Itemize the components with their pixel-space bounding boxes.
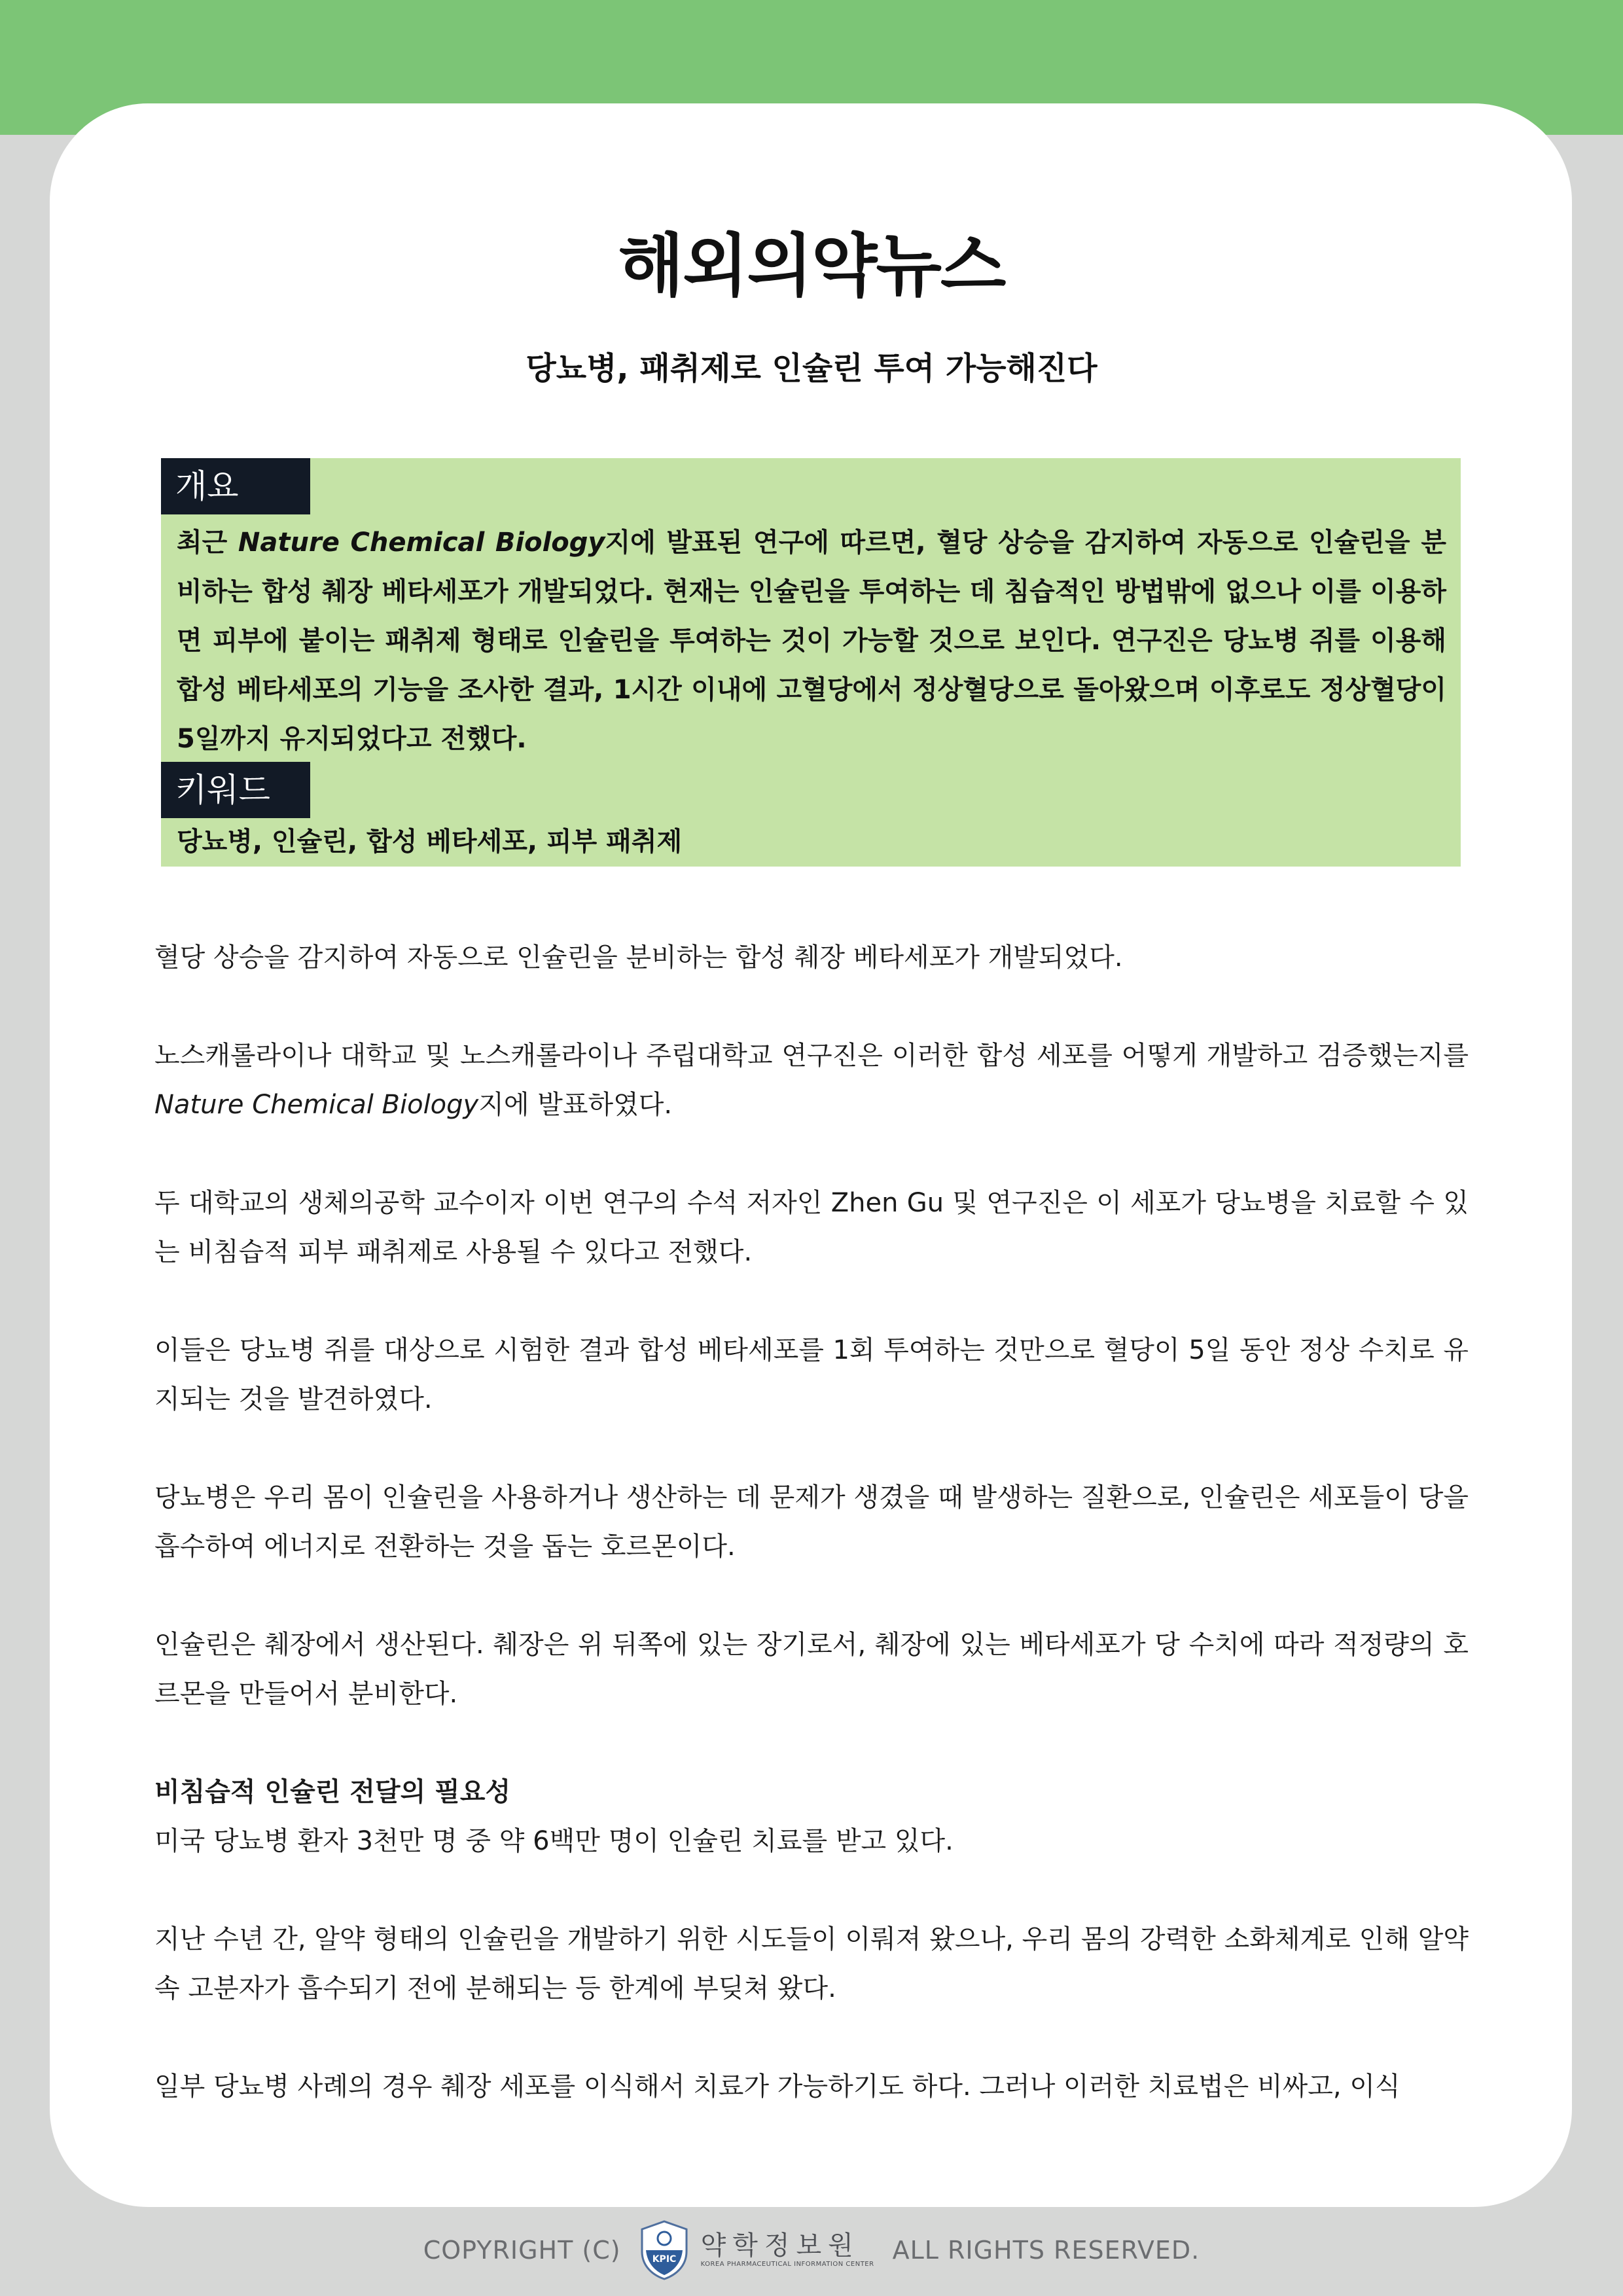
logo-name: 약학정보원: [700, 2231, 860, 2261]
overview-text-rest: 지에 발표된 연구에 따르면, 혈당 상승을 감지하여 자동으로 인슐린을 분비하는 합성 췌장 베타세포가 개발되었다. 현재는 인슐린을 투여하는 데 침습적인 방법밖에 없으나 이를 이용하면 피부에 붙이는 패취제 형태로 인슐린을 투여하는 것이 가능할 것으로 보인다. 연구진은 당뇨병 쥐를 이용해 합성 베타세포의 기능을 조사한 결과, 1시간 이내에 고혈당에서 정상혈당으로 돌아왔으며 이후로도 정상혈당이 5일까지 유지되었다고 전했다.: [177, 528, 1446, 754]
copyright-text: COPYRIGHT (C): [423, 2236, 621, 2265]
paragraph-2: [154, 1031, 1469, 1130]
paragraph-1: 혈당 상승을 감지하여 자동으로 인슐린을 분비하는 합성 췌장 베타세포가 개발되었다.: [154, 942, 1123, 973]
page-title: 해외의약뉴스: [618, 226, 1005, 306]
paragraph-3: 두 대학교의 생체의공학 교수이자 이번 연구의 수석 저자인 Zhen Gu 및 연구진은 이 세포가 당뇨병을 치료할 수 있는 비침습적 피부 패취제로 사용될 수 있다고 전했다.: [154, 1188, 1469, 1267]
overview-text-start: 최근: [177, 528, 238, 558]
section-heading: 비침습적 인슐린 전달의 필요성: [154, 1777, 511, 1807]
summary-box: [161, 458, 1461, 867]
footer: [0, 2217, 1623, 2283]
paragraph-2-start: 노스캐롤라이나 대학교 및 노스캐롤라이나 주립대학교 연구진은 이러한 합성 세포를 어떻게 개발하고 검증했는지를: [154, 1041, 1469, 1071]
paragraph-4: 이들은 당뇨병 쥐를 대상으로 시험한 결과 합성 베타세포를 1회 투여하는 것만으로 혈당이 5일 동안 정상 수치로 유지되는 것을 발견하였다.: [154, 1335, 1469, 1414]
overview-tag: 개요: [161, 458, 310, 514]
paragraph-7: 미국 당뇨병 환자 3천만 명 중 약 6백만 명이 인슐린 치료를 받고 있다.: [154, 1826, 954, 1856]
logo-badge-text: KPIC: [652, 2254, 676, 2265]
journal-name: Nature Chemical Biology: [154, 1090, 479, 1120]
keywords-text: 당뇨병, 인슐린, 합성 베타세포, 피부 패취제: [177, 827, 683, 857]
shield-logo-icon: [639, 2220, 689, 2280]
paragraph-8: 지난 수년 간, 알약 형태의 인슐린을 개발하기 위한 시도들이 이뤄져 왔으나, 우리 몸의 강력한 소화체계로 인해 알약 속 고분자가 흡수되기 전에 분해되는 등 한계에 부딪쳐 왔다.: [154, 1924, 1469, 2003]
article-body: [154, 933, 1469, 2161]
paragraph-6: 인슐린은 췌장에서 생산된다. 췌장은 위 뒤쪽에 있는 장기로서, 췌장에 있는 베타세포가 당 수치에 따라 적정량의 호르몬을 만들어서 분비한다.: [154, 1630, 1469, 1709]
article-headline: 당뇨병, 패취제로 인슐린 투여 가능해진다: [526, 350, 1097, 387]
rights-text: ALL RIGHTS RESERVED.: [892, 2236, 1200, 2265]
logo-english: KOREA PHARMACEUTICAL INFORMATION CENTER: [700, 2261, 874, 2268]
keywords-tag: 키워드: [161, 762, 310, 818]
journal-name: Nature Chemical Biology: [238, 528, 605, 558]
paragraph-2-end: 지에 발표하였다.: [478, 1090, 673, 1120]
kpic-logo: [639, 2220, 874, 2280]
paragraph-5: 당뇨병은 우리 몸이 인슐린을 사용하거나 생산하는 데 문제가 생겼을 때 발생하는 질환으로, 인슐린은 세포들이 당을 흡수하여 에너지로 전환하는 것을 돕는 호르몬이다.: [154, 1482, 1469, 1562]
paragraph-9: 일부 당뇨병 사례의 경우 췌장 세포를 이식해서 치료가 가능하기도 하다. 그러나 이러한 치료법은 비싸고, 이식: [154, 2072, 1400, 2102]
overview-text: [177, 518, 1446, 764]
